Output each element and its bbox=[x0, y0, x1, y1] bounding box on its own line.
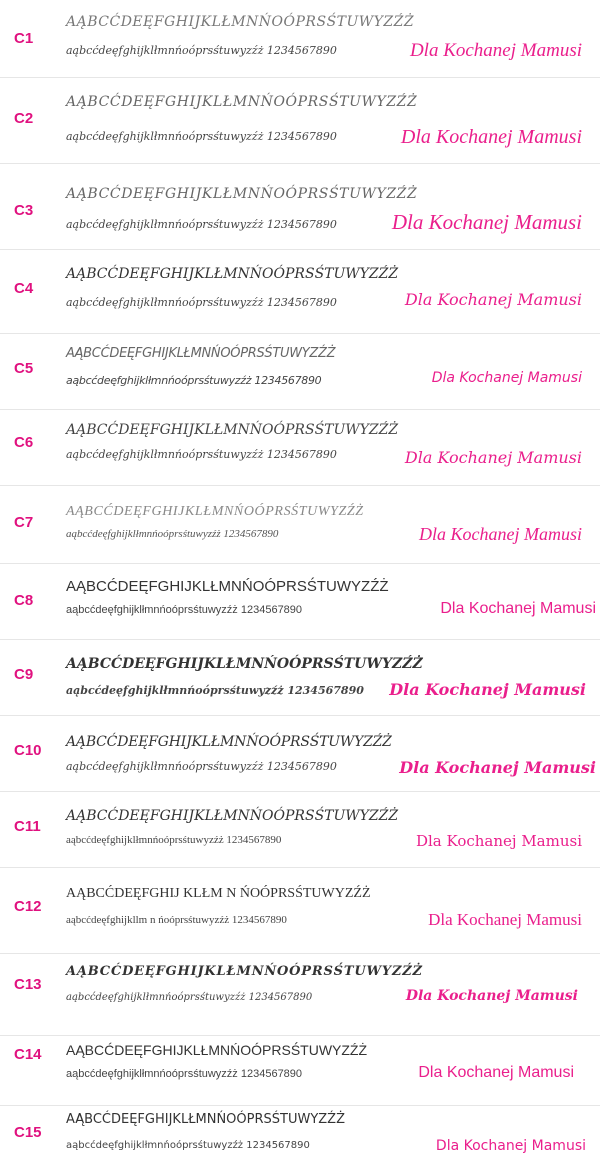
sample-phrase: Dla Kochanej Mamusi bbox=[405, 988, 578, 1004]
lowercase-sample: aąbcćdeęfghijklłmnńoóprsśtuwyzźż 1234567890 bbox=[66, 218, 337, 231]
font-row-c7 bbox=[0, 486, 600, 564]
uppercase-sample: AĄBCĆDEĘFGHIJKLŁMNŃOÓPRSŚTUWYZŹŻ bbox=[66, 964, 423, 979]
uppercase-sample: AĄBCĆDEĘFGHIJKLŁMNŃOÓPRSŚTUWYZŹŻ bbox=[66, 346, 336, 361]
lowercase-sample: aąbcćdeęfghijklłmnńoóprsśtuwyzźż 1234567890 bbox=[66, 684, 364, 697]
font-row-c8 bbox=[0, 564, 600, 640]
font-code: C11 bbox=[14, 818, 41, 835]
sample-phrase: Dla Kochanej Mamusi bbox=[391, 210, 582, 234]
uppercase-sample: AĄBCĆDEĘFGHIJKLŁMNŃOÓPRSŚTUWYZŹŻ bbox=[66, 94, 418, 110]
sample-phrase: Dla Kochanej Mamusi bbox=[399, 758, 596, 777]
font-code: C4 bbox=[14, 280, 34, 297]
lowercase-sample: aąbcćdeęfghijklłmnńoóprsśtuwyzźż 1234567890 bbox=[66, 130, 337, 143]
font-code: C8 bbox=[14, 592, 34, 609]
lowercase-sample: aąbcćdeęfghijklłmnńoóprsśtuwyzźż 1234567890 bbox=[66, 760, 337, 773]
sample-phrase: Dla Kochanej Mamusi bbox=[409, 40, 582, 61]
sample-phrase: Dla Kochanej Mamusi bbox=[431, 370, 582, 386]
sample-phrase: Dla Kochanej Mamusi bbox=[418, 1064, 574, 1081]
sample-phrase: Dla Kochanej Mamusi bbox=[419, 524, 582, 544]
lowercase-sample: aąbcćdeęfghijklłmnńoóprsśtuwyzźż 1234567890 bbox=[66, 604, 303, 616]
font-row-c3 bbox=[0, 164, 600, 250]
font-row-c14 bbox=[0, 1036, 600, 1106]
lowercase-sample: aąbcćdeęfghijklłmnńoóprsśtuwyzźż 1234567890 bbox=[66, 1068, 303, 1080]
font-row-c10 bbox=[0, 716, 600, 792]
lowercase-sample: aąbcćdeęfghijklłmnńoóprsśtuwyzźż 1234567890 bbox=[66, 1140, 310, 1151]
uppercase-sample: AĄBCĆDEĘFGHIJKLŁMNŃOÓPRSŚTUWYZŹŻ bbox=[66, 578, 389, 595]
font-row-c9 bbox=[0, 640, 600, 716]
font-row-c11 bbox=[0, 792, 600, 868]
font-code: C9 bbox=[14, 666, 34, 683]
font-code: C14 bbox=[14, 1046, 42, 1063]
font-code: C2 bbox=[14, 110, 34, 127]
font-code: C7 bbox=[14, 514, 34, 531]
lowercase-sample: aąbcćdeęfghijklłmnńoóprsśtuwyzźż 1234567890 bbox=[66, 528, 279, 540]
font-row-c6 bbox=[0, 410, 600, 486]
sample-phrase: Dla Kochanej Mamusi bbox=[440, 600, 596, 617]
lowercase-sample: aąbcćdeęfghijklłmnńoóprsśtuwyzźż 1234567890 bbox=[66, 992, 313, 1003]
uppercase-sample: AĄBCĆDEĘFGHIJKLŁMNŃOÓPRSŚTUWYZŹŻ bbox=[66, 1042, 368, 1058]
font-row-c15 bbox=[0, 1106, 600, 1176]
font-row-c4 bbox=[0, 250, 600, 334]
font-code: C10 bbox=[14, 742, 42, 759]
uppercase-sample: AĄBCĆDEĘFGHIJKLŁMNŃOÓPRSŚTUWYZŹŻ bbox=[66, 266, 399, 282]
sample-phrase: Dla Kochanej Mamusi bbox=[415, 832, 582, 850]
font-row-c5 bbox=[0, 334, 600, 410]
lowercase-sample: aąbcćdeęfghijklłmnńoóprsśtuwyzźż 1234567890 bbox=[66, 44, 337, 57]
sample-phrase: Dla Kochanej Mamusi bbox=[404, 448, 582, 467]
lowercase-sample: aąbcćdeęfghijklłmnńoóprsśtuwyzźż 1234567890 bbox=[66, 448, 337, 461]
lowercase-sample: aąbcćdeęfghijklłmnńoóprsśtuwyzźż 1234567890 bbox=[66, 296, 337, 309]
lowercase-sample: aąbcćdeęfghijkllm n ńoóprsśtuwyzźż 1234567890 bbox=[66, 914, 287, 926]
uppercase-sample: AĄBCĆDEĘFGHIJKLŁMNŃOÓPRSŚTUWYZŹŻ bbox=[66, 734, 392, 750]
lowercase-sample: aąbcćdeęfghijklłmnńoóprsśtuwyzźż 1234567890 bbox=[66, 834, 282, 846]
sample-phrase: Dla Kochanej Mamusi bbox=[389, 680, 586, 699]
sample-phrase: Dla Kochanej Mamusi bbox=[435, 1138, 586, 1154]
font-row-c2 bbox=[0, 78, 600, 164]
uppercase-sample: AĄBCĆDEĘFGHIJ KLŁM N ŃOÓPRSŚTUWYZŹŻ bbox=[66, 886, 371, 901]
font-code: C1 bbox=[14, 30, 34, 47]
font-row-c13 bbox=[0, 954, 600, 1036]
uppercase-sample: AĄBCĆDEĘFGHIJKLŁMNŃOÓPRSŚTUWYZŹŻ bbox=[66, 186, 418, 202]
uppercase-sample: AĄBCĆDEĘFGHIJKLŁMNŃOÓPRSŚTUWYZŹŻ bbox=[66, 656, 423, 672]
uppercase-sample: AĄBCĆDEĘFGHIJKLŁMNŃOÓPRSŚTUWYZŹŻ bbox=[66, 1112, 345, 1127]
uppercase-sample: AĄBCĆDEĘFGHIJKLŁMNŃOÓPRSŚTUWYZŹŻ bbox=[66, 14, 415, 30]
font-code: C15 bbox=[14, 1124, 42, 1141]
lowercase-sample: aąbcćdeęfghijklłmnńoóprsśtuwyzźż 1234567890 bbox=[66, 374, 322, 387]
sample-phrase: Dla Kochanej Mamusi bbox=[428, 910, 582, 929]
sample-phrase: Dla Kochanej Mamusi bbox=[404, 290, 582, 309]
font-code: C12 bbox=[14, 898, 42, 915]
uppercase-sample: AĄBCĆDEĘFGHIJKLŁMNŃOÓPRSŚTUWYZŹŻ bbox=[66, 422, 399, 438]
font-code: C3 bbox=[14, 202, 34, 219]
font-code: C13 bbox=[14, 976, 42, 993]
uppercase-sample: AĄBCĆDEĘFGHIJKLŁMNŃOÓPRSŚTUWYZŹŻ bbox=[66, 504, 364, 519]
font-row-c12 bbox=[0, 868, 600, 954]
font-row-c1 bbox=[0, 0, 600, 78]
sample-phrase: Dla Kochanej Mamusi bbox=[400, 126, 582, 148]
uppercase-sample: AĄBCĆDEĘFGHIJKLŁMNŃOÓPRSŚTUWYZŹŻ bbox=[66, 808, 399, 824]
font-code: C5 bbox=[14, 360, 34, 377]
font-code: C6 bbox=[14, 434, 34, 451]
